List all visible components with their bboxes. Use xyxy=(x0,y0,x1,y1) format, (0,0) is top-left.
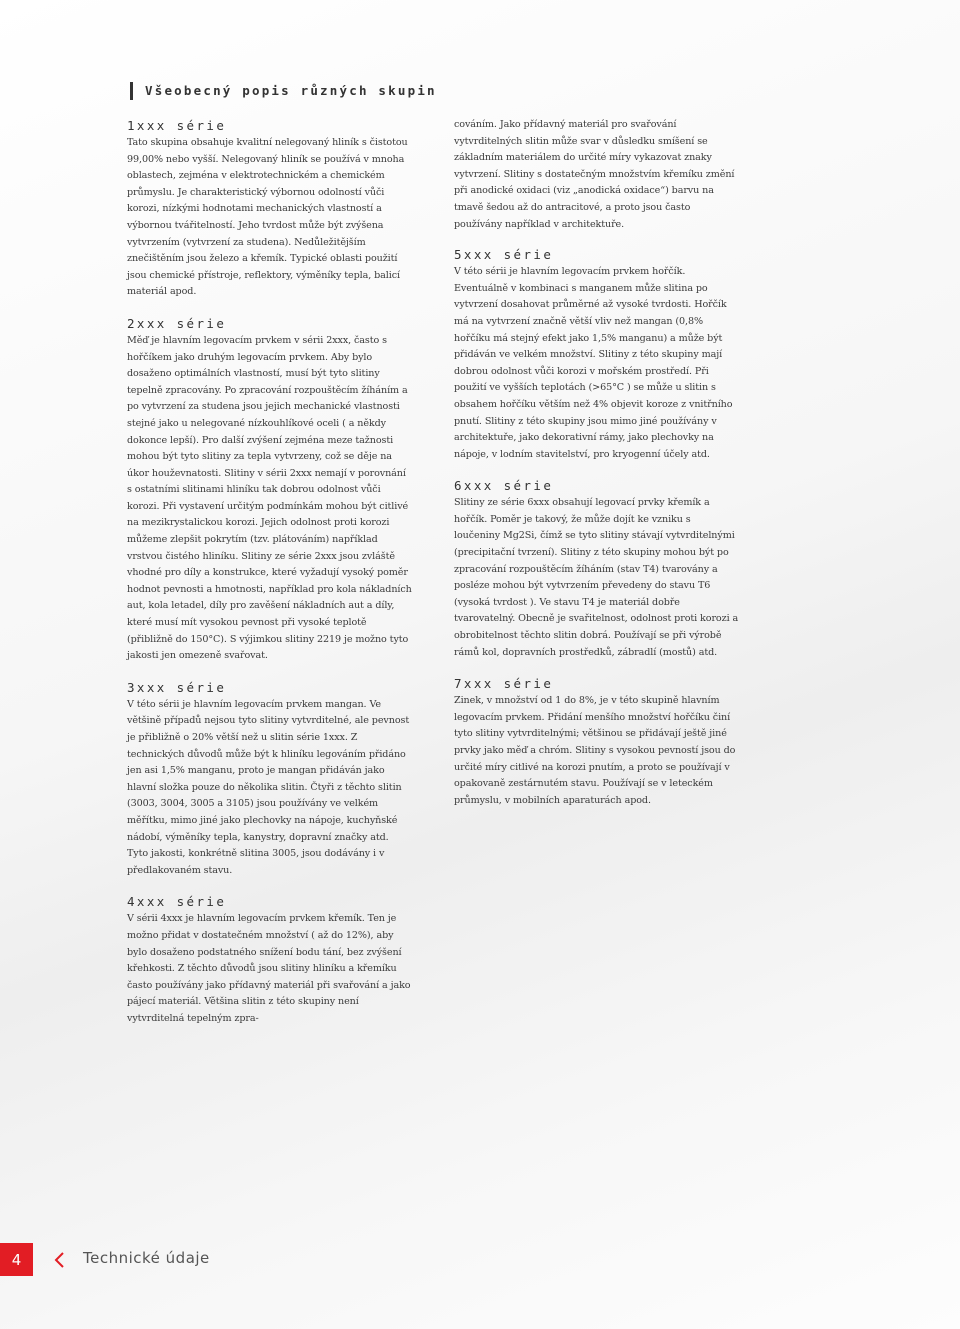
section-title: 7xxx série xyxy=(454,676,554,692)
section-text: V této sérii je hlavním legovacím prvkem mangan. Ve většině případů nejsou tyto slitiny vytvrditelné, ale pevnost je přibližně o 20% větší než u slitin série 1xxx. Z technických důvodů může být k hliníku legováním přidáno jen asi 1,5% manganu, proto je mangan přidáván jako hlavní složka pouze do několika slitin. Čtyři z těchto slitin (3003, 3004, 3005 a 3105) jsou používány ve velkém měřítku, mimo jiné jako plechovky na nápoje, kuchyňské nádobí, výměníky tepla, kanystry, dopravní značky atd. Tyto jakosti, konkrétně slitina 3005, jsou dodávány i v předlakovaném stavu. xyxy=(127,698,410,876)
section-text: Tato skupina obsahuje kvalitní nelegovaný hliník s čistotou 99,00% nebo vyšší. Nelegovaný hliník se používá v mnoha oblastech, zejména v elektrotechnickém a chemickém průmyslu. Je charakteristický výbornou odolností vůči korozi, nízkými hodnotami mechanických vlastností a výbornou tvářitelností. Jeho tvrdost může být zvýšena vytvrzením (vytvrzení za studena). Nedůležitějším znečištěním jsou železo a křemík. Typické oblasti použití jsou chemické přístroje, reflektory, výměníky tepla, balicí materiál apod. xyxy=(127,137,408,298)
section-1xxx xyxy=(127,117,412,301)
footer-section-label: Technické údaje xyxy=(83,1249,210,1267)
section-text: Slitiny ze série 6xxx obsahují legovací prvky křemík a hořčík. Poměr je takový, že může dojít ke vzniku s loučeniny Mg2Si, čímž se tyto slitiny stávají vytvrditelnými (precipitační tvrzení). Slitiny z této skupiny mohou být po zpracování rozpouštěcím žíháním (stav T4) tvarovány a posléze mohou být vytvrzením převedeny do stavu T6 (vysoká tvrdost ). Ve stavu T4 je materiál dobře tvarovatelný. Obecně je svařitelnost, odolnost proti korozi a obrobitelnost těchto slitin dobrá. Používají se při výrobě rámů kol, dopravních prostředků, zábradlí (mostů) atd. xyxy=(454,497,739,658)
section-title: 4xxx série xyxy=(127,894,227,910)
section-6xxx xyxy=(454,477,739,661)
section-title: 3xxx série xyxy=(127,679,227,695)
section-title: 2xxx série xyxy=(127,315,227,331)
section-7xxx xyxy=(454,675,739,809)
chevron-left-icon[interactable] xyxy=(52,1250,66,1270)
section-title: 5xxx série xyxy=(454,247,554,263)
section-title: 1xxx série xyxy=(127,118,227,133)
page-number: 4 xyxy=(0,1243,33,1276)
section-2xxx xyxy=(127,315,412,665)
section-text: V sérii 4xxx je hlavním legovacím prvkem křemík. Ten je možno přidat v dostatečném množství ( až do 12%), aby bylo dosaženo podstatného snížení bodu tání, bez zvýšení křehkosti. Z těchto důvodů jsou slitiny hliníku a křemíku často používány jako přídavný materiál při svařování a jako pájecí materiál. Většina slitin z této skupiny není vytvrditelná tepelným zpra- xyxy=(127,913,411,1024)
left-column xyxy=(127,117,412,1042)
section-text: Zinek, v množství od 1 do 8%, je v této skupině hlavním legovacím prvkem. Přidání menšího množství hořčíku činí tyto slitiny vytvrditelnými; většinou se přidávají ještě jiné prvky jako měď a chróm. Slitiny s vysokou pevností jsou do určité míry citlivé na korozi pnutím, a proto se používají v opakovaně zestárnutém stavu. Používají se v leteckém průmyslu, v mobilních aparaturách apod. xyxy=(454,695,736,806)
section-4xxx-continuation: cováním. Jako přídavný materiál pro svařování vytvrditelných slitin může svar v důsledku smíšení se základním materiálem do určité míry vykazovat znaky vytvrzení. Slitiny s dostatečným množstvím křemíku změní při anodické oxidaci (viz „anodická oxidace“) barvu na tmavě šedou až do antracitové, a proto jsou často používány například v architektuře. xyxy=(454,119,735,230)
right-column xyxy=(454,117,739,823)
section-title: 6xxx série xyxy=(454,478,554,494)
page-heading: Všeobecný popis různých skupin xyxy=(130,82,437,100)
section-text: V této sérii je hlavním legovacím prvkem hořčík. Eventuálně v kombinaci s manganem může slitina po vytvrzení dosahovat průměrné až vysoké tvrdosti. Hořčík má na vytvrzení značně větší vliv než mangan (0,8% hořčíku má stejný efekt jako 1,5% manganu) a může být přidáván ve velkém množství. Slitiny z této skupiny mají dobrou odolnost vůči korozi v mořském prostředí. Při použití ve vyšších teplotách (>65°C ) se může u slitin s obsahem hořčíku větším než 4% objevit koroze z vnitřního pnutí. Slitiny z této skupiny jsou mimo jiné používány v architektuře, jako dekorativní rámy, jako plechovky na nápoje, v lodním stavitelství, pro kryogenní účely atd. xyxy=(454,266,733,460)
section-5xxx xyxy=(454,246,739,463)
section-3xxx xyxy=(127,679,412,880)
section-text: Měď je hlavním legovacím prvkem v sérii 2xxx, často s hořčíkem jako druhým legovacím prvkem. Aby bylo dosaženo optimálních vlastností, musí být tyto slitiny tepelně zpracovány. Po zpracování rozpouštěcím žíháním a po vytvrzení za studena jsou jejich mechanické vlastnosti stejné jako u nelegované nízkouhlíkové oceli ( a někdy dokonce lepší). Pro další zvýšení zejména meze tažnosti mohou být tyto slitiny za tepla vytvrzeny, což se děje na úkor houževnatosti. Slitiny v sérii 2xxx nemají v porovnání s ostatními slitinami hliníku tak dobrou odolnost vůči korozi. Při vystavení určitým podmínkám mohou být citlivé na mezikrystalickou korozi. Jejich odolnost proti korozi můžeme zlepšit pokrytím (tzv. plátováním) například vrstvou čistého hliníku. Slitiny ze série 2xxx jsou zvláště vhodné pro díly a konstrukce, které vyžadují vysoký poměr hodnot pevnosti a hmotnosti, například pro kola nákladních aut, kola letadel, díly pro zavěšení nákladních aut a díly, které musí mít vysokou pevnost při vysoké teplotě (přibližně do 150°C). S výjimkou slitiny 2219 je možno tyto jakosti jen omezeně svařovat. xyxy=(127,334,412,662)
section-4xxx xyxy=(127,893,412,1027)
